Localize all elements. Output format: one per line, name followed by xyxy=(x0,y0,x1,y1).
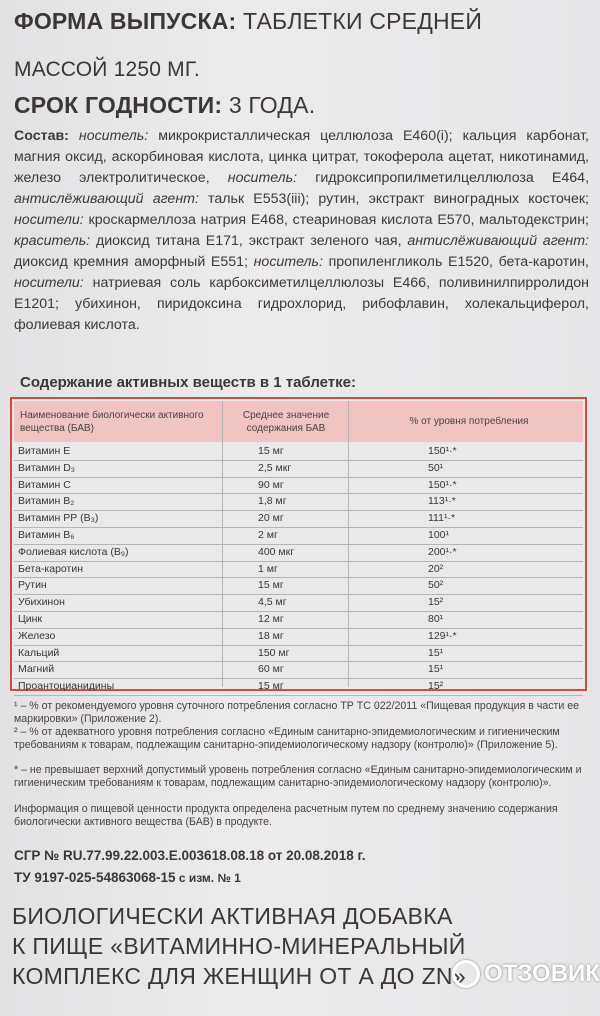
composition-part: микрокристаллическая целлюлоза Е460(i); кальция карбонат, магния оксид, аскорбиновая кислота, цинка цитрат, токоферола ацетат, никотинамид, железо электролитическое, xyxy=(14,128,589,186)
substance-cell: Витамин В₆ xyxy=(18,528,75,541)
composition-part: натриевая соль карбоксиметилцеллюлозы Е466, поливинилпирролидон Е1201; убихинон, пиридоксина гидрохлорид, рибофлавин, холекальциферол, фолиевая кислота. xyxy=(14,275,589,333)
substance-cell: Железо xyxy=(18,629,56,642)
table-row xyxy=(14,578,583,595)
percent-cell: 80¹ xyxy=(428,612,444,625)
percent-cell: 200¹·* xyxy=(428,545,457,558)
substance-cell: Фолиевая кислота (В₉) xyxy=(18,545,129,558)
footnote-1: ¹ – % от рекомендуемого уровня суточного потребления согласно ТР ТС 022/2011 «Пищевая продукция в части ее маркировки» (Приложение 2). xyxy=(14,700,580,725)
table-title: Содержание активных веществ в 1 таблетке: xyxy=(20,374,356,391)
watermark-icon xyxy=(452,960,480,988)
percent-cell: 15¹ xyxy=(428,663,444,676)
substance-cell: Рутин xyxy=(18,579,47,592)
amount-cell: 400 мкг xyxy=(258,545,295,558)
percent-cell: 129¹·* xyxy=(428,629,457,642)
table-row xyxy=(14,528,583,545)
table-row xyxy=(14,461,583,478)
table-row xyxy=(14,562,583,579)
sgr-number: СГР № RU.77.99.22.003.Е.003618.08.18 от 20.08.2018 г. xyxy=(14,848,366,863)
footnote-4: Информация о пищевой ценности продукта определена расчетным путем по среднему значению содержания биологически активного вещества (БАВ) в продукте. xyxy=(14,803,558,828)
release-form-line xyxy=(14,8,482,35)
watermark-text: ОТЗОВИК xyxy=(484,960,600,987)
amount-cell: 15 мг xyxy=(258,579,284,592)
amount-cell: 20 мг xyxy=(258,512,284,525)
composition-role: носитель: xyxy=(253,254,323,270)
substance-cell: Витамин С xyxy=(18,478,71,491)
substance-cell: Кальций xyxy=(18,646,60,659)
substance-cell: Витамин Е xyxy=(18,445,71,457)
product-title-line-3: КОМПЛЕКС ДЛЯ ЖЕНЩИН ОТ А ДО ZN» xyxy=(12,963,466,989)
table-row xyxy=(14,494,583,511)
table-row xyxy=(14,612,583,629)
percent-cell: 15² xyxy=(428,680,444,693)
table-row xyxy=(14,679,583,696)
amount-cell: 2,5 мкг xyxy=(258,461,292,474)
substance-cell: Витамин D₃ xyxy=(18,461,76,474)
composition-role: носители: xyxy=(14,212,84,228)
substance-cell: Витамин В₂ xyxy=(18,495,75,508)
table-row xyxy=(14,511,583,528)
release-form-value: ТАБЛЕТКИ СРЕДНЕЙ xyxy=(236,8,483,34)
composition-role: носитель: xyxy=(78,128,149,144)
percent-cell: 20² xyxy=(428,562,444,575)
product-title-line-1: БИОЛОГИЧЕСКИ АКТИВНАЯ ДОБАВКА xyxy=(12,903,453,929)
amount-cell: 60 мг xyxy=(258,663,284,676)
composition-part: кроскармеллоза натрия Е468, стеариновая кислота Е570, мальтодекстрин; xyxy=(83,212,589,228)
percent-cell: 15² xyxy=(428,596,444,609)
amount-cell: 4,5 мг xyxy=(258,596,287,609)
table-row xyxy=(14,444,583,461)
amount-cell: 15 мг xyxy=(258,445,284,457)
composition-part: тальк Е553(iii); рутин, экстракт виноградных косточек; xyxy=(198,191,589,207)
header-percent: % от уровня потребления xyxy=(409,416,529,427)
expiry-line xyxy=(14,92,315,119)
composition-text xyxy=(14,126,589,336)
table-row xyxy=(14,478,583,495)
substance-cell: Витамин РР (В₃) xyxy=(18,512,99,525)
product-title-line-2: К ПИЩЕ «ВИТАМИННО-МИНЕРАЛЬНЫЙ xyxy=(12,933,466,959)
composition-label: Состав: xyxy=(14,128,69,144)
footnote-2: ² – % от адекватного уровня потребления согласно «Единым санитарно-эпидемиологическим и гигиеническим требованиям к товарам, подлежащим санитарно-эпидемиологическому надзору (контролю)» (Приложение 5). xyxy=(14,726,560,751)
percent-cell: 111¹·* xyxy=(428,512,456,525)
table-row xyxy=(14,545,583,562)
footnote-3: * – не превышает верхний допустимый уровень потребления согласно «Единым санитарно-эпидемиологическим и гигиеническим требованиям к товарам, подлежащим санитарно-эпидемиологическому надзору (контролю)». xyxy=(14,764,582,789)
percent-cell: 113¹·* xyxy=(428,495,456,508)
table-row xyxy=(14,629,583,646)
percent-cell: 50¹ xyxy=(428,461,444,474)
header-substance: Наименование биологически активного вещества (БАВ) xyxy=(20,410,204,434)
composition-part: диоксид кремния аморфный Е551; xyxy=(14,254,254,270)
amount-cell: 18 мг xyxy=(258,629,284,642)
amount-cell: 150 мг xyxy=(258,646,290,659)
substance-cell: Магний xyxy=(18,663,55,676)
composition-role: носители: xyxy=(14,275,84,291)
tu-note: с изм. № 1 xyxy=(175,871,241,885)
substance-cell: Убихинон xyxy=(18,596,65,609)
nutrient-table xyxy=(10,397,587,691)
composition-role: краситель: xyxy=(14,233,91,249)
percent-cell: 100¹ xyxy=(428,528,450,541)
substance-cell: Цинк xyxy=(18,612,43,625)
release-form-label: ФОРМА ВЫПУСКА: xyxy=(14,8,237,34)
percent-cell: 15¹ xyxy=(428,646,444,659)
percent-cell: 50² xyxy=(428,579,444,592)
table-row xyxy=(14,595,583,612)
composition-part: гидроксипропилметилцеллюлоза Е464, xyxy=(297,170,590,186)
table-body xyxy=(14,444,583,696)
table-row xyxy=(14,662,583,679)
amount-cell: 90 мг xyxy=(258,478,284,491)
composition-part: пропиленгликоль Е1520, бета-каротин, xyxy=(322,254,590,270)
substance-cell: Проантоцианидины xyxy=(18,680,115,693)
percent-cell: 150¹·* xyxy=(428,478,457,491)
expiry-value: 3 ГОДА. xyxy=(222,92,316,118)
watermark xyxy=(452,960,600,988)
amount-cell: 2 мг xyxy=(258,528,278,541)
amount-cell: 1 мг xyxy=(258,562,278,575)
table-row xyxy=(14,646,583,663)
composition-role: антислёживающий агент: xyxy=(407,233,589,249)
amount-cell: 15 мг xyxy=(258,680,284,693)
amount-cell: 1,8 мг xyxy=(258,495,287,508)
tablet-mass: МАССОЙ 1250 МГ. xyxy=(14,58,200,81)
amount-cell: 12 мг xyxy=(258,612,284,625)
tu-line xyxy=(14,870,241,885)
composition-role: носитель: xyxy=(227,170,298,186)
composition-role: антислёживающий агент: xyxy=(14,191,199,207)
percent-cell: 150¹·* xyxy=(428,445,457,457)
table-header xyxy=(14,401,583,442)
header-amount: Среднее значение содержания БАВ xyxy=(242,410,330,434)
substance-cell: Бета-каротин xyxy=(18,562,83,575)
tu-number: ТУ 9197-025-54863068-15 xyxy=(14,870,176,885)
composition-part: диоксид титана Е171, экстракт зеленого чая, xyxy=(90,233,408,249)
expiry-label: СРОК ГОДНОСТИ: xyxy=(14,92,223,118)
